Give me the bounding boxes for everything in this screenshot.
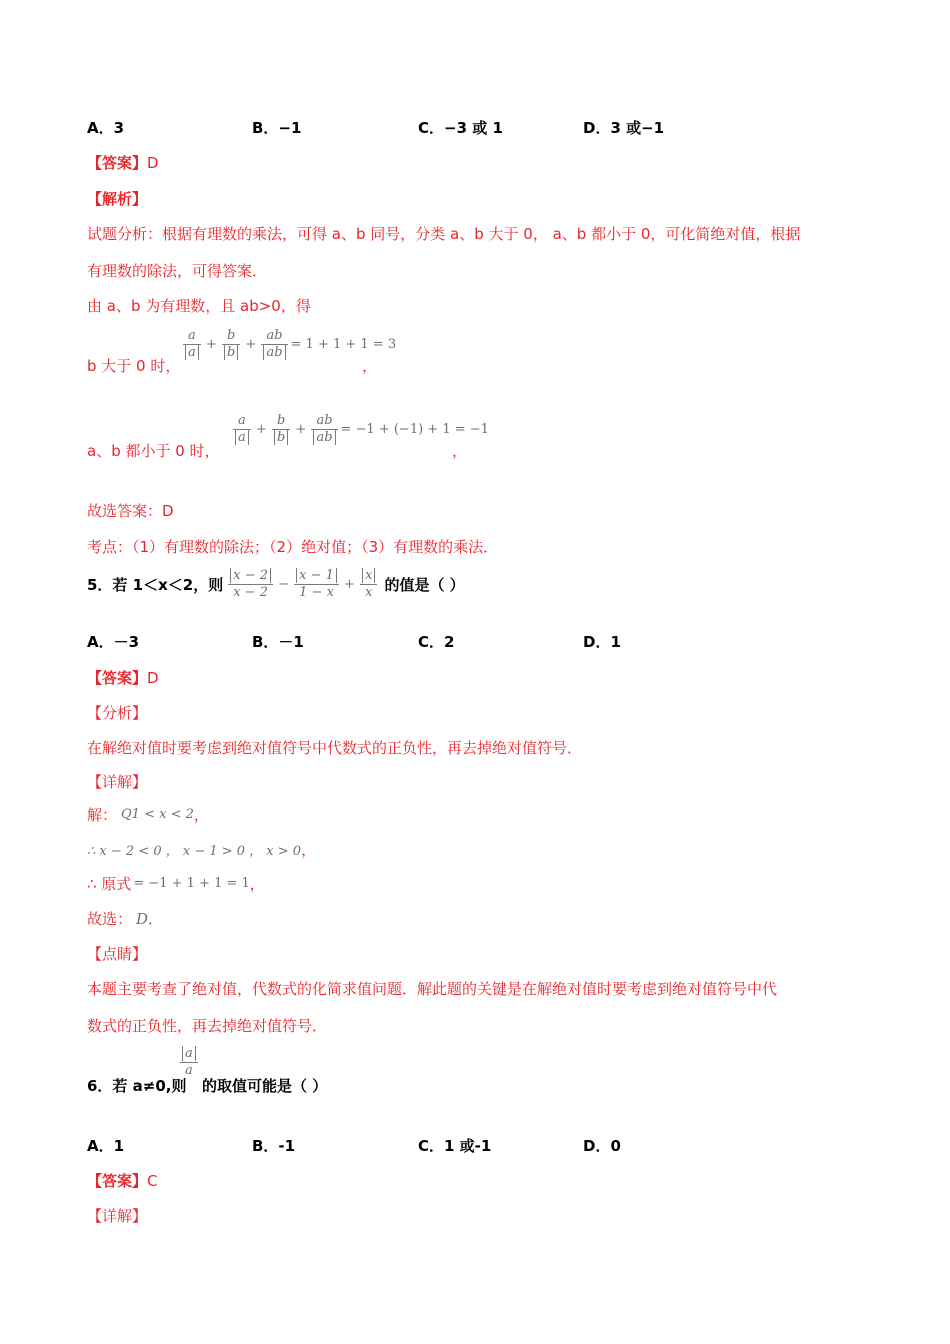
q5-fenxi-label: 【分析】 xyxy=(87,704,148,722)
case1-result: = 1 + 1 + 1 = 3 xyxy=(290,337,397,352)
q5-dianjing-label: 【点睛】 xyxy=(87,945,148,963)
q6-answer xyxy=(87,1170,158,1191)
fraction-b-over-abs-b: $\frac{b}{b}$ xyxy=(222,328,240,361)
q5-option-d: D．1 xyxy=(583,633,621,651)
q5-guxuan xyxy=(87,908,163,929)
q4-analysis-line2: 有理数的除法，可得答案． xyxy=(87,262,268,280)
q5-expression: $\frac{x - 2}{x - 2}$ − $\frac{x - 1}{1 - x}$ + $\frac{x}{x}$ xyxy=(227,568,378,601)
q4-case2-formula: $\frac{a}{a}$ + $\frac{b}{b}$ + $\frac{ab}{ab}$ = −1 + (−1) + 1 = −1 xyxy=(232,413,489,446)
q4-given-line: 由 a、b 为有理数，且 ab>0，得 xyxy=(87,297,311,315)
q4-option-b: B．−1 xyxy=(252,119,302,137)
fraction-abs-x-minus-1: $\frac{x - 1}{1 - x}$ xyxy=(294,568,339,601)
step3-prefix: ∴ 原式 xyxy=(87,875,132,893)
q5-answer xyxy=(87,667,159,688)
q5-step3 xyxy=(87,873,265,894)
q4-analysis-label: 【解析】 xyxy=(87,190,148,208)
q5-stem xyxy=(87,568,465,601)
q4-kaodian: 考点：（1）有理数的除法；（2）绝对值；（3）有理数的乘法． xyxy=(87,538,499,556)
fraction-a-over-abs-a: $\frac{a}{a}$ xyxy=(183,328,201,361)
q4-option-c: C．−3 或 1 xyxy=(418,119,503,137)
guxuan-value: D xyxy=(136,909,149,928)
answer-value: C xyxy=(147,1172,158,1190)
q4-case2-comma: ， xyxy=(452,442,468,460)
q6-fraction xyxy=(179,1046,199,1079)
q5-option-b: B．－1 xyxy=(252,633,304,651)
q6-stem-suffix: 的取值可能是（ ） xyxy=(202,1077,328,1095)
q5-step1 xyxy=(87,804,209,825)
fraction-abs-a-over-a: $\frac{a}{a}$ xyxy=(180,1046,198,1079)
q4-case1-label: b 大于 0 时， xyxy=(87,357,181,375)
q6-option-a: A．1 xyxy=(87,1137,125,1155)
fraction-ab-over-abs-ab: $\frac{ab}{ab}$ xyxy=(261,328,287,361)
q4-option-a: A．3 xyxy=(87,119,125,137)
answer-label: 【答案】 xyxy=(87,669,148,687)
step3-comma: ， xyxy=(249,875,265,893)
q5-fenxi-text: 在解绝对值时要考虑到绝对值符号中代数式的正负性，再去掉绝对值符号． xyxy=(87,739,583,757)
case2-result: = −1 + (−1) + 1 = −1 xyxy=(340,422,489,437)
answer-value: D xyxy=(147,669,159,687)
q5-stem-prefix: 5．若 1＜x＜2，则 xyxy=(87,576,224,594)
q6-stem-prefix: 6．若 a≠0,则 xyxy=(87,1077,187,1095)
step1-comma: ， xyxy=(193,806,209,824)
q5-stem-suffix: 的值是（ ） xyxy=(384,576,465,594)
answer-value: D xyxy=(147,154,159,172)
fraction-b-over-abs-b: $\frac{b}{b}$ xyxy=(272,413,290,446)
step2-math: ∴ x − 2 < 0 ， x − 1 > 0 ， x > 0 xyxy=(87,844,302,859)
q5-option-c: C．2 xyxy=(418,633,455,651)
q6-xiangjie-label: 【详解】 xyxy=(87,1207,148,1225)
q5-xiangjie-label: 【详解】 xyxy=(87,773,148,791)
fraction-abs-x-over-x: $\frac{x}{x}$ xyxy=(360,568,377,601)
q5-step2 xyxy=(87,839,316,860)
q6-option-d: D．0 xyxy=(583,1137,621,1155)
q4-case1-formula: $\frac{a}{a}$ + $\frac{b}{b}$ + $\frac{ab}{ab}$ = 1 + 1 + 1 = 3 xyxy=(182,328,396,361)
q4-answer xyxy=(87,152,159,173)
q5-dianjing-line2: 数式的正负性，再去掉绝对值符号． xyxy=(87,1017,328,1035)
fraction-ab-over-abs-ab: $\frac{ab}{ab}$ xyxy=(311,413,337,446)
step1-math: Q1 < x < 2 xyxy=(121,807,194,822)
q6-option-c: C．1 或-1 xyxy=(418,1137,492,1155)
fraction-abs-x-minus-2: $\frac{x - 2}{x - 2}$ xyxy=(228,568,273,601)
q4-case1-comma: ， xyxy=(362,357,378,375)
answer-label: 【答案】 xyxy=(87,154,148,172)
step1-prefix: 解： xyxy=(87,806,118,824)
q4-conclusion: 故选答案：D xyxy=(87,502,174,520)
q5-option-a: A．－3 xyxy=(87,633,140,651)
q6-option-b: B．-1 xyxy=(252,1137,296,1155)
guxuan-label: 故选： xyxy=(87,910,133,928)
step3-math: = −1 + 1 + 1 = 1 xyxy=(133,876,250,891)
q4-option-d: D．3 或−1 xyxy=(583,119,665,137)
q4-analysis-line1: 试题分析：根据有理数的乘法，可得 a、b 同号，分类 a、b 大于 0， a、b 都小于 0，可化简绝对值，根据 xyxy=(87,225,801,243)
fraction-a-over-abs-a: $\frac{a}{a}$ xyxy=(233,413,251,446)
q4-case2-label: a、b 都小于 0 时， xyxy=(87,442,220,460)
step2-comma: ， xyxy=(301,841,317,859)
guxuan-period: ． xyxy=(148,910,164,928)
answer-label: 【答案】 xyxy=(87,1172,148,1190)
q5-dianjing-line1: 本题主要考查了绝对值，代数式的化简求值问题．解此题的关键是在解绝对值时要考虑到绝对值符号中代 xyxy=(87,980,778,998)
